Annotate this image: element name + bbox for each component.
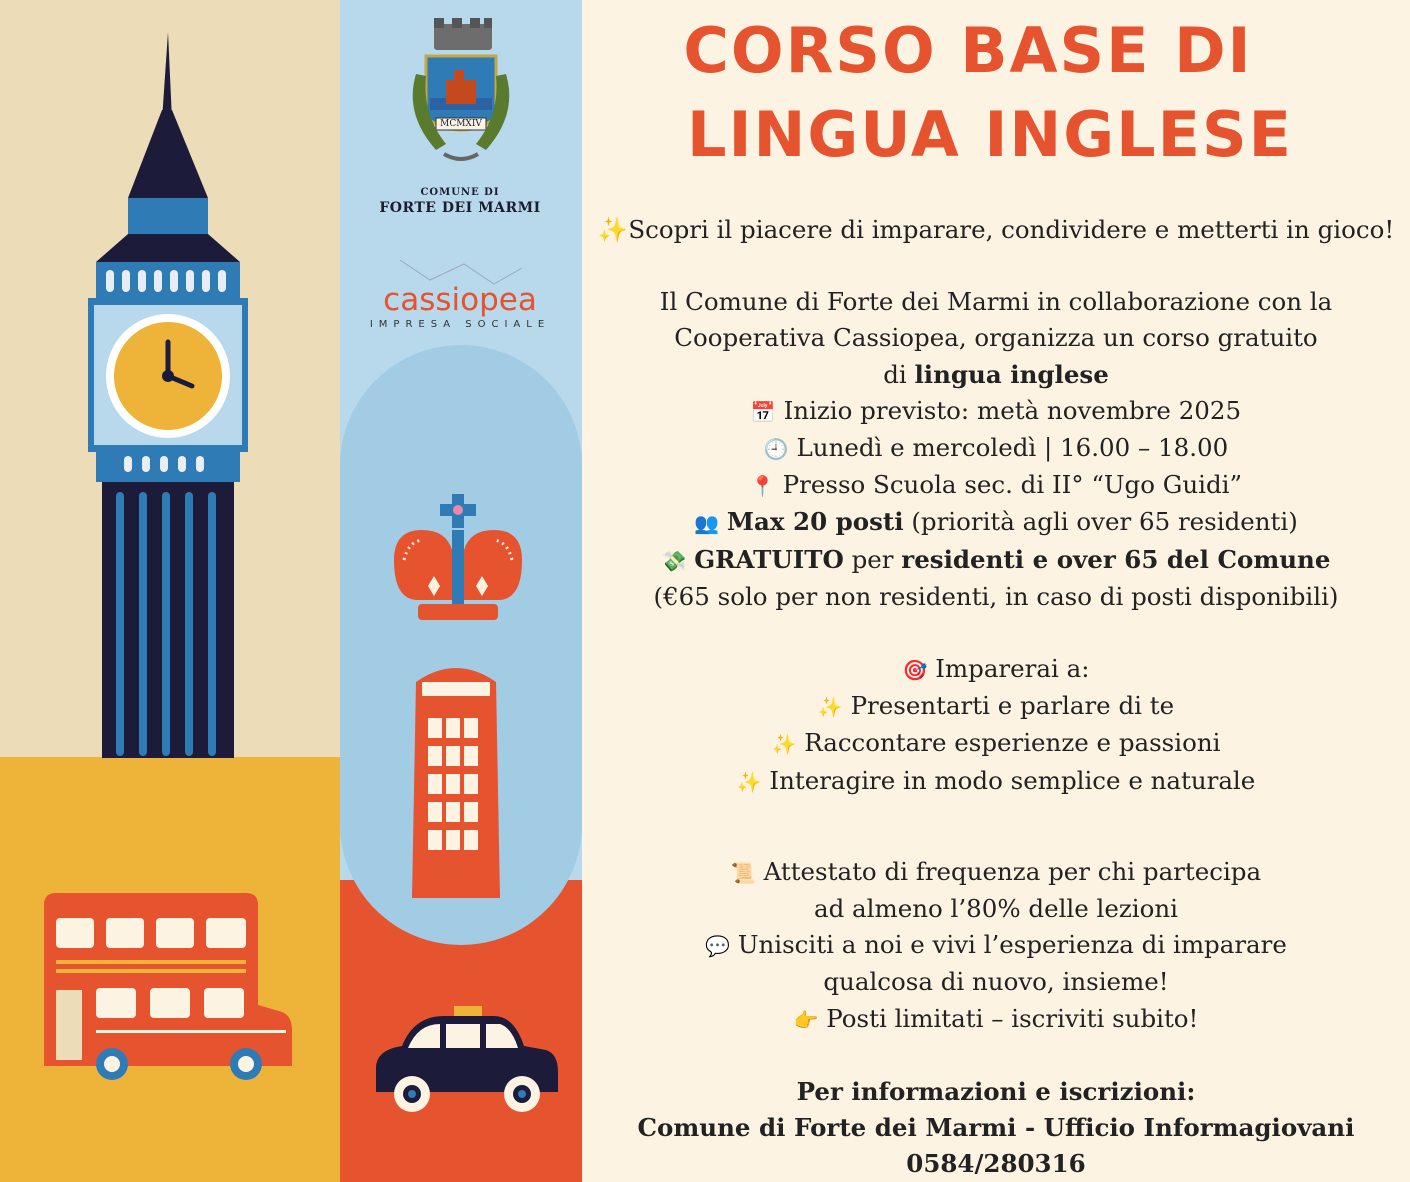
money-icon: 💸 [661, 548, 687, 573]
fee-line: (€65 solo per non residenti, in caso di posti disponibili) [653, 581, 1339, 611]
start-date-line: 📅 Inizio previsto: metà novembre 2025 [750, 395, 1242, 425]
clock-icon: 🕘 [763, 437, 789, 462]
sparkle-icon: ✨ [736, 769, 762, 794]
info-office: Comune di Forte dei Marmi - Ufficio Informagiovani [637, 1113, 1355, 1143]
schedule-line: 🕘 Lunedì e mercoledì | 16.00 – 18.00 [763, 433, 1229, 463]
course-language: lingua inglese [914, 359, 1109, 389]
middle-illustration-column [340, 0, 582, 1182]
page-title-line-2: LINGUA INGLESE [686, 98, 1294, 171]
description-line-2: Cooperativa Cassiopea, organizza un corso gratuito [674, 323, 1318, 353]
big-ben-illustration [0, 0, 340, 1182]
left-illustration-column [0, 0, 340, 1182]
info-phone[interactable]: 0584/280316 [906, 1149, 1086, 1179]
taxi-illustration [374, 1006, 564, 1124]
crown-illustration [388, 490, 528, 626]
learn-item: ✨ Raccontare esperienze e passioni [771, 728, 1221, 758]
coat-of-arms-motto: MCMXIV [440, 119, 482, 129]
sparkle-icon: ✨ [771, 732, 797, 757]
partner-logo-subtitle: IMPRESA SOCIALE [369, 319, 551, 330]
intro-text: ✨Scopri il piacere di imparare, condividere e metterti in gioco! [597, 215, 1395, 244]
bus-illustration [44, 893, 292, 1080]
learn-title: 🎯 Imparerai a: [902, 654, 1090, 684]
speech-bubble-icon: 💬 [705, 934, 731, 959]
learn-item: ✨ Interagire in modo semplice e naturale [736, 765, 1256, 795]
municipality-name: FORTE DEI MARMI [379, 200, 541, 216]
municipality-small-label: COMUNE DI [420, 187, 500, 198]
certificate-line-2: ad almeno l’80% delle lezioni [813, 894, 1179, 924]
free-line: 💸 GRATUITO per residenti e over 65 del Comune [661, 544, 1331, 574]
certificate-line-1: 📜 Attestato di frequenza per chi partecipa [730, 856, 1262, 886]
phone-box-illustration [408, 660, 504, 900]
join-line-2: qualcosa di nuovo, insieme! [823, 967, 1169, 997]
content-panel [582, 0, 1410, 1182]
description-line-3: di lingua inglese [883, 359, 1109, 389]
coat-of-arms-icon [396, 14, 526, 184]
join-line-1: 💬 Unisciti a noi e vivi l’esperienza di imparare [705, 930, 1287, 960]
partner-logo-name: cassiopea [383, 282, 537, 318]
target-icon: 🎯 [902, 658, 928, 683]
pin-icon: 📍 [749, 474, 775, 499]
description-line-1: Il Comune di Forte dei Marmi in collaborazione con la [659, 287, 1333, 317]
pointing-hand-icon: 👉 [793, 1007, 819, 1032]
people-icon: 👥 [694, 511, 720, 536]
place-line: 📍 Presso Scuola sec. di II° “Ugo Guidi” [749, 470, 1243, 500]
seats-line: 👥 Max 20 posti (priorità agli over 65 residenti) [694, 507, 1298, 537]
info-title: Per informazioni e iscrizioni: [796, 1076, 1196, 1106]
calendar-icon: 📅 [750, 399, 776, 424]
sparkle-icon: ✨ [817, 695, 843, 720]
scroll-icon: 📜 [730, 860, 756, 885]
limited-line: 👉 Posti limitati – iscriviti subito! [793, 1003, 1199, 1033]
learn-item: ✨ Presentarti e parlare di te [817, 691, 1175, 721]
page-title-line-1: CORSO BASE DI [683, 14, 1253, 87]
content-body [582, 212, 1410, 1182]
